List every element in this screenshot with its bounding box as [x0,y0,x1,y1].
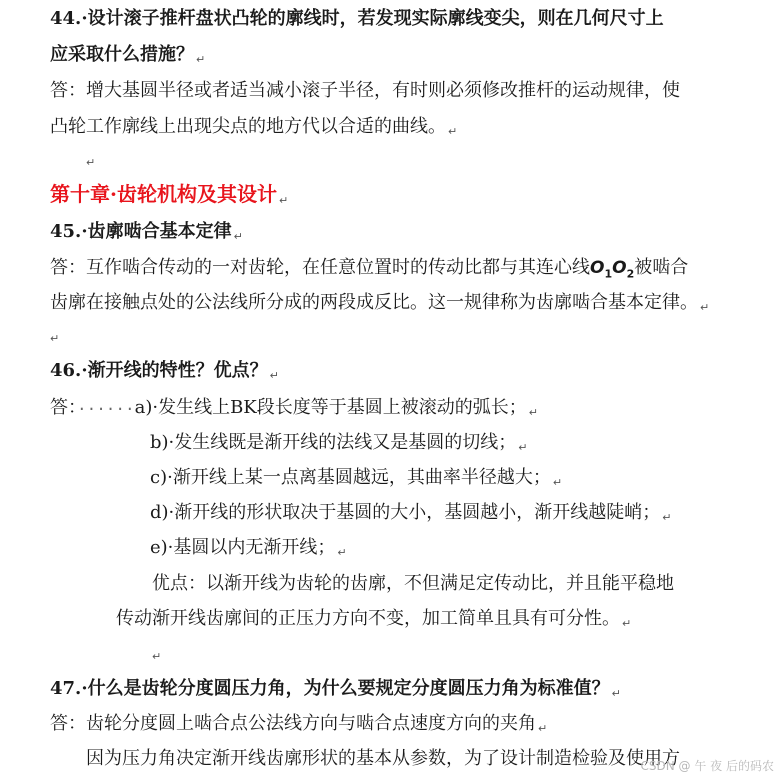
q45-title [50,221,243,248]
q46-item-a [50,397,538,424]
q46-advantage-line1 [152,573,674,595]
q47-answer-text2: 因为压力角决定渐开线齿廓形状的基本从参数，为了设计制造检验及使用方 [86,748,680,769]
paragraph-mark-icon: ↵ [622,617,632,630]
q46-item-b-text: b)·发生线既是渐开线的法线又是基圆的切线； [150,432,517,453]
q46-item-e-text: e)·基圆以内无渐开线； [150,537,336,558]
q46-title-text: 46.·渐开线的特性？优点？ [50,360,268,381]
paragraph-mark-icon: ↵ [278,194,289,207]
paragraph-mark-icon: ↵ [528,406,538,419]
q46-item-e [150,537,347,564]
q46-advantage-line2 [116,608,631,635]
q46-item-b [150,432,527,459]
csdn-watermark: CSDN @ 午 夜 后的码农 [640,759,774,773]
formula-sub2: 2 [626,267,635,281]
paragraph-mark-icon: ↵ [152,650,162,663]
paragraph-mark-icon: ↵ [552,476,563,489]
q47-answer-text1: 答：齿轮分度圆上啮合点公法线方向与啮合点速度方向的夹角 [50,713,536,734]
paragraph-mark-icon: ↵ [337,546,347,559]
paragraph-mark-icon: ↵ [538,722,548,735]
chapter-title: 第十章·齿轮机构及其设计 [50,182,277,206]
q44-answer-line1 [50,80,680,102]
paragraph-mark-icon: ↵ [196,53,206,66]
paragraph-mark-icon: ↵ [662,511,672,524]
paragraph-mark-icon: ↵ [611,687,621,700]
q45-answer-text1a: 答：互作啮合传动的一对齿轮，在任意位置时的传动比都与其连心线 [50,257,590,278]
q44-title-line2 [50,44,205,71]
paragraph-mark-icon: ↵ [50,332,60,345]
line-o1o2-formula [590,258,635,281]
q45-answer-line1 [50,257,688,285]
q46-item-d-text: d)·渐开线的形状取决于基圆的大小，基圆越小，渐开线越陡峭； [150,502,661,523]
q44-answer-line2 [50,116,457,143]
q47-title [50,678,621,705]
q44-title-line1 [50,8,664,30]
q46-item-a-text: a)·发生线上BK段长度等于基圆上被滚动的弧长； [134,397,527,418]
q46-answer-prefix: 答： [50,397,77,418]
q47-answer-line1 [50,713,547,740]
q45-answer-text1b: 被啮合 [634,257,689,278]
q45-title-text: 45.·齿廓啮合基本定律 [50,221,232,242]
q45-answer-text2: 齿廓在接触点处的公法线所分成的两段成反比。这一规律称为齿廓啮合基本定律。 [50,292,698,313]
q47-title-text: 47.·什么是齿轮分度圆压力角，为什么要规定分度圆压力角为标准值？ [50,678,610,699]
paragraph-mark-icon: ↵ [448,125,458,138]
q46-advantage-text1: 优点：以渐开线为齿轮的齿廓，不但满足定传动比，并且能平稳地 [152,573,674,594]
formula-o2: O [612,258,627,278]
q46-item-c [150,467,562,494]
paragraph-mark-icon: ↵ [233,230,243,243]
formula-sub1: 1 [604,267,613,281]
paragraph-mark-icon: ↵ [518,441,528,454]
q44-answer-text2: 凸轮工作廓线上出现尖点的地方代以合适的曲线。 [50,116,446,137]
q46-item-d [150,502,671,529]
paragraph-mark-icon: ↵ [700,301,710,314]
q46-item-c-text: c)·渐开线上某一点离基圆越远，其曲率半径越大； [150,467,551,488]
q44-title-text2: 应采取什么措施？ [50,44,194,65]
q44-title-text1: 44.·设计滚子推杆盘状凸轮的廓线时，若发现实际廓线变尖，则在几何尺寸上 [50,8,664,29]
q44-answer-text1: 答：增大基圆半径或者适当减小滚子半径，有时则必须修改推杆的运动规律，使 [50,80,680,101]
q47-answer-line2 [86,748,680,770]
q45-answer-line2 [50,292,709,319]
chapter-heading [50,183,288,212]
q46-title [50,360,279,387]
paragraph-mark-icon: ↵ [269,369,279,382]
q46-advantage-text2: 传动渐开线齿廓间的正压力方向不变，加工简单且具有可分性。 [116,608,620,629]
paragraph-mark-icon: ↵ [86,156,96,169]
q46-dots: ······ [77,400,135,418]
formula-o1: O [590,258,605,278]
